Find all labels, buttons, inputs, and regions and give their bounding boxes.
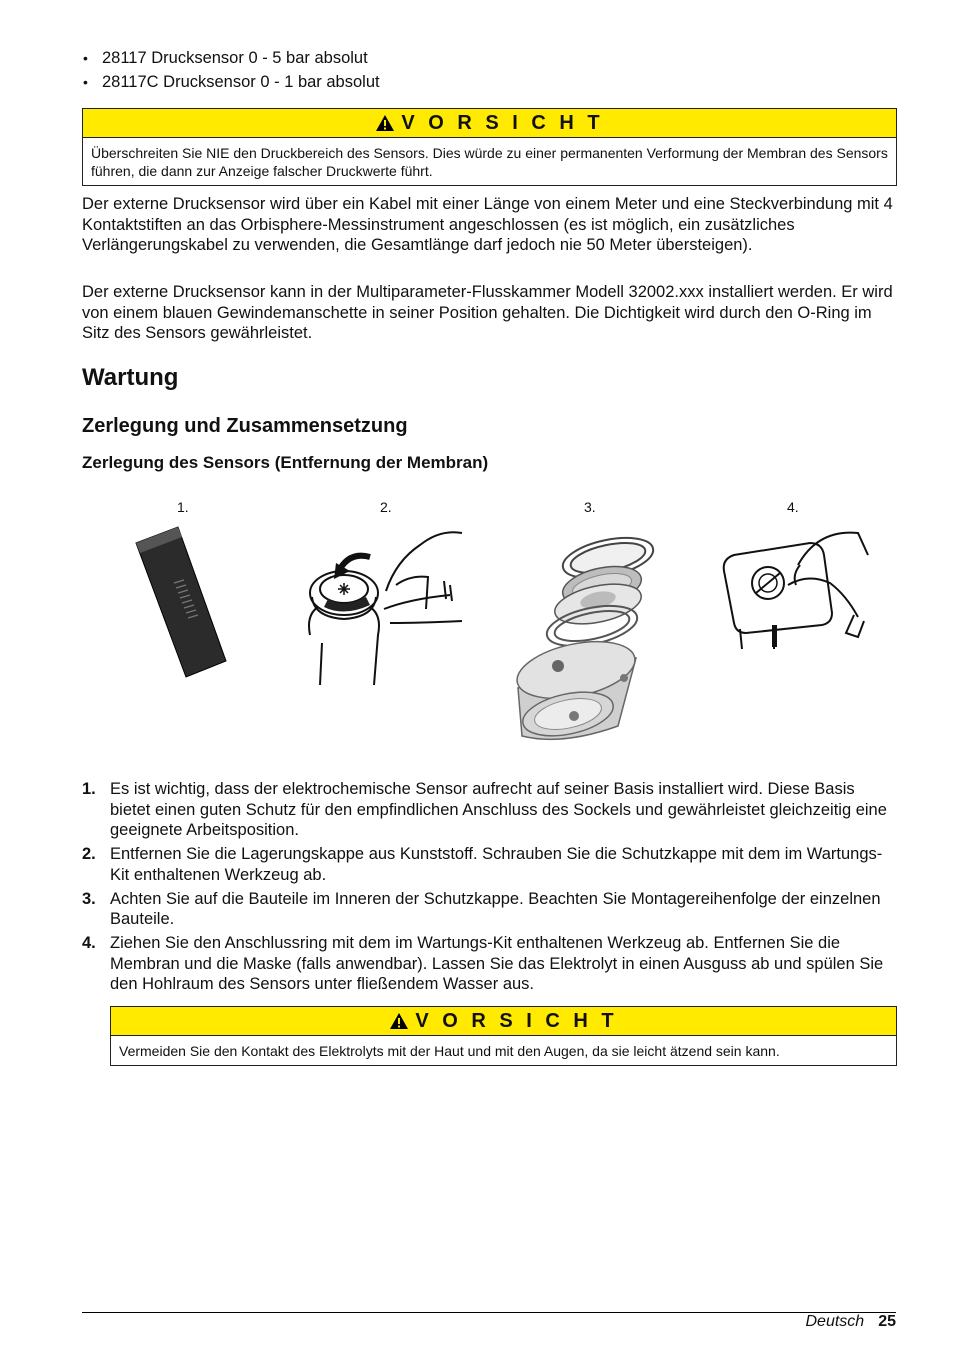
exploded-parts-illustration (512, 528, 664, 742)
step-text: Es ist wichtig, dass der elektrochemische Sensor aufrecht auf seiner Basis installiert wird. Diese Basis bietet einen guten Schutz für den empfindlichen Anschluss des Sockels und gewährleistet gleichzeitig eine geeignete Arbeitsposition. (110, 780, 887, 839)
caution-text: Vermeiden Sie den Kontakt des Elektrolyts mit der Haut und mit den Augen, da sie leicht ätzend sein kann. (119, 1043, 780, 1059)
paragraph: Der externe Drucksensor kann in der Multiparameter-Flusskammer Modell 32002.xxx installiert werden. Er wird von einem blauen Gewindemanschette in seiner Position gehalten. Die Dichtigkeit wird durch den O-Ring im Sitz des Sensors gewährleistet. (82, 283, 893, 342)
list-item (82, 889, 896, 930)
caution-header (83, 109, 896, 138)
list-item: • 28117 Drucksensor 0 - 5 bar absolut (82, 46, 902, 70)
list-item (82, 844, 896, 885)
caution-box (82, 108, 897, 186)
section-heading: Wartung (82, 364, 179, 391)
step-number: 2. (82, 845, 96, 863)
warning-icon (389, 1012, 409, 1030)
caution-title: V O R S I C H T (415, 1009, 618, 1032)
figure-label-1: 1. (177, 499, 189, 515)
step-number: 1. (82, 780, 96, 798)
list-item (82, 779, 896, 841)
list-item (82, 933, 896, 995)
page-footer (806, 1313, 897, 1331)
footer-language: Deutsch (805, 1313, 865, 1330)
caution-title: V O R S I C H T (401, 111, 604, 134)
page-number: 25 (878, 1313, 896, 1330)
procedure-steps (82, 779, 896, 998)
remove-ring-illustration (718, 525, 870, 651)
figure-label-2: 2. (380, 499, 392, 515)
list-item: • 28117C Drucksensor 0 - 1 bar absolut (82, 70, 902, 94)
caution-header (111, 1007, 896, 1036)
caution-box (110, 1006, 897, 1066)
step-number: 4. (82, 934, 96, 952)
footer-rule (82, 1312, 896, 1313)
sensor-base-illustration (130, 525, 240, 685)
caution-text: Überschreiten Sie NIE den Druckbereich des Sensors. Dies würde zu einer permanenten Verformung der Membran des Sensors führen, die dann zur Anzeige falscher Druckwerte führt. (91, 145, 888, 179)
step-number: 3. (82, 889, 96, 908)
figure-label-4: 4. (787, 499, 799, 515)
step-text: Ziehen Sie den Anschlussring mit dem im Wartungs-Kit enthaltenen Werkzeug ab. Entfernen Sie die Membran und die Maske (falls anwendbar). Lassen Sie das Elektrolyt in einen Ausguss ab und spülen Sie den Hohlraum des Sensors unter fließendem Wasser aus. (110, 934, 884, 993)
figure-label-3: 3. (584, 499, 596, 515)
warning-icon (375, 114, 395, 132)
sensor-list (82, 46, 902, 94)
procedure-heading: Zerlegung des Sensors (Entfernung der Membran) (82, 453, 489, 472)
step-text: Entfernen Sie die Lagerungskappe aus Kunststoff. Schrauben Sie die Schutzkappe mit dem im Wartungs-Kit enthaltenen Werkzeug ab. (110, 845, 883, 884)
unscrew-cap-illustration (300, 525, 468, 690)
step-text: Achten Sie auf die Bauteile im Inneren der Schutzkappe. Beachten Sie Montagereihenfolge der einzelnen Bauteile. (110, 889, 881, 928)
paragraph: Der externe Drucksensor wird über ein Kabel mit einer Länge von einem Meter und eine Steckverbindung mit 4 Kontaktstiften an das Orbisphere-Messinstrument angeschlossen (es ist möglich, ein zusätzliches Verlängerungskabel zu verwenden, die Gesamtlänge darf jedoch nie 50 Meter übersteigen). (82, 195, 893, 254)
subsection-heading: Zerlegung und Zusammensetzung (82, 415, 408, 437)
